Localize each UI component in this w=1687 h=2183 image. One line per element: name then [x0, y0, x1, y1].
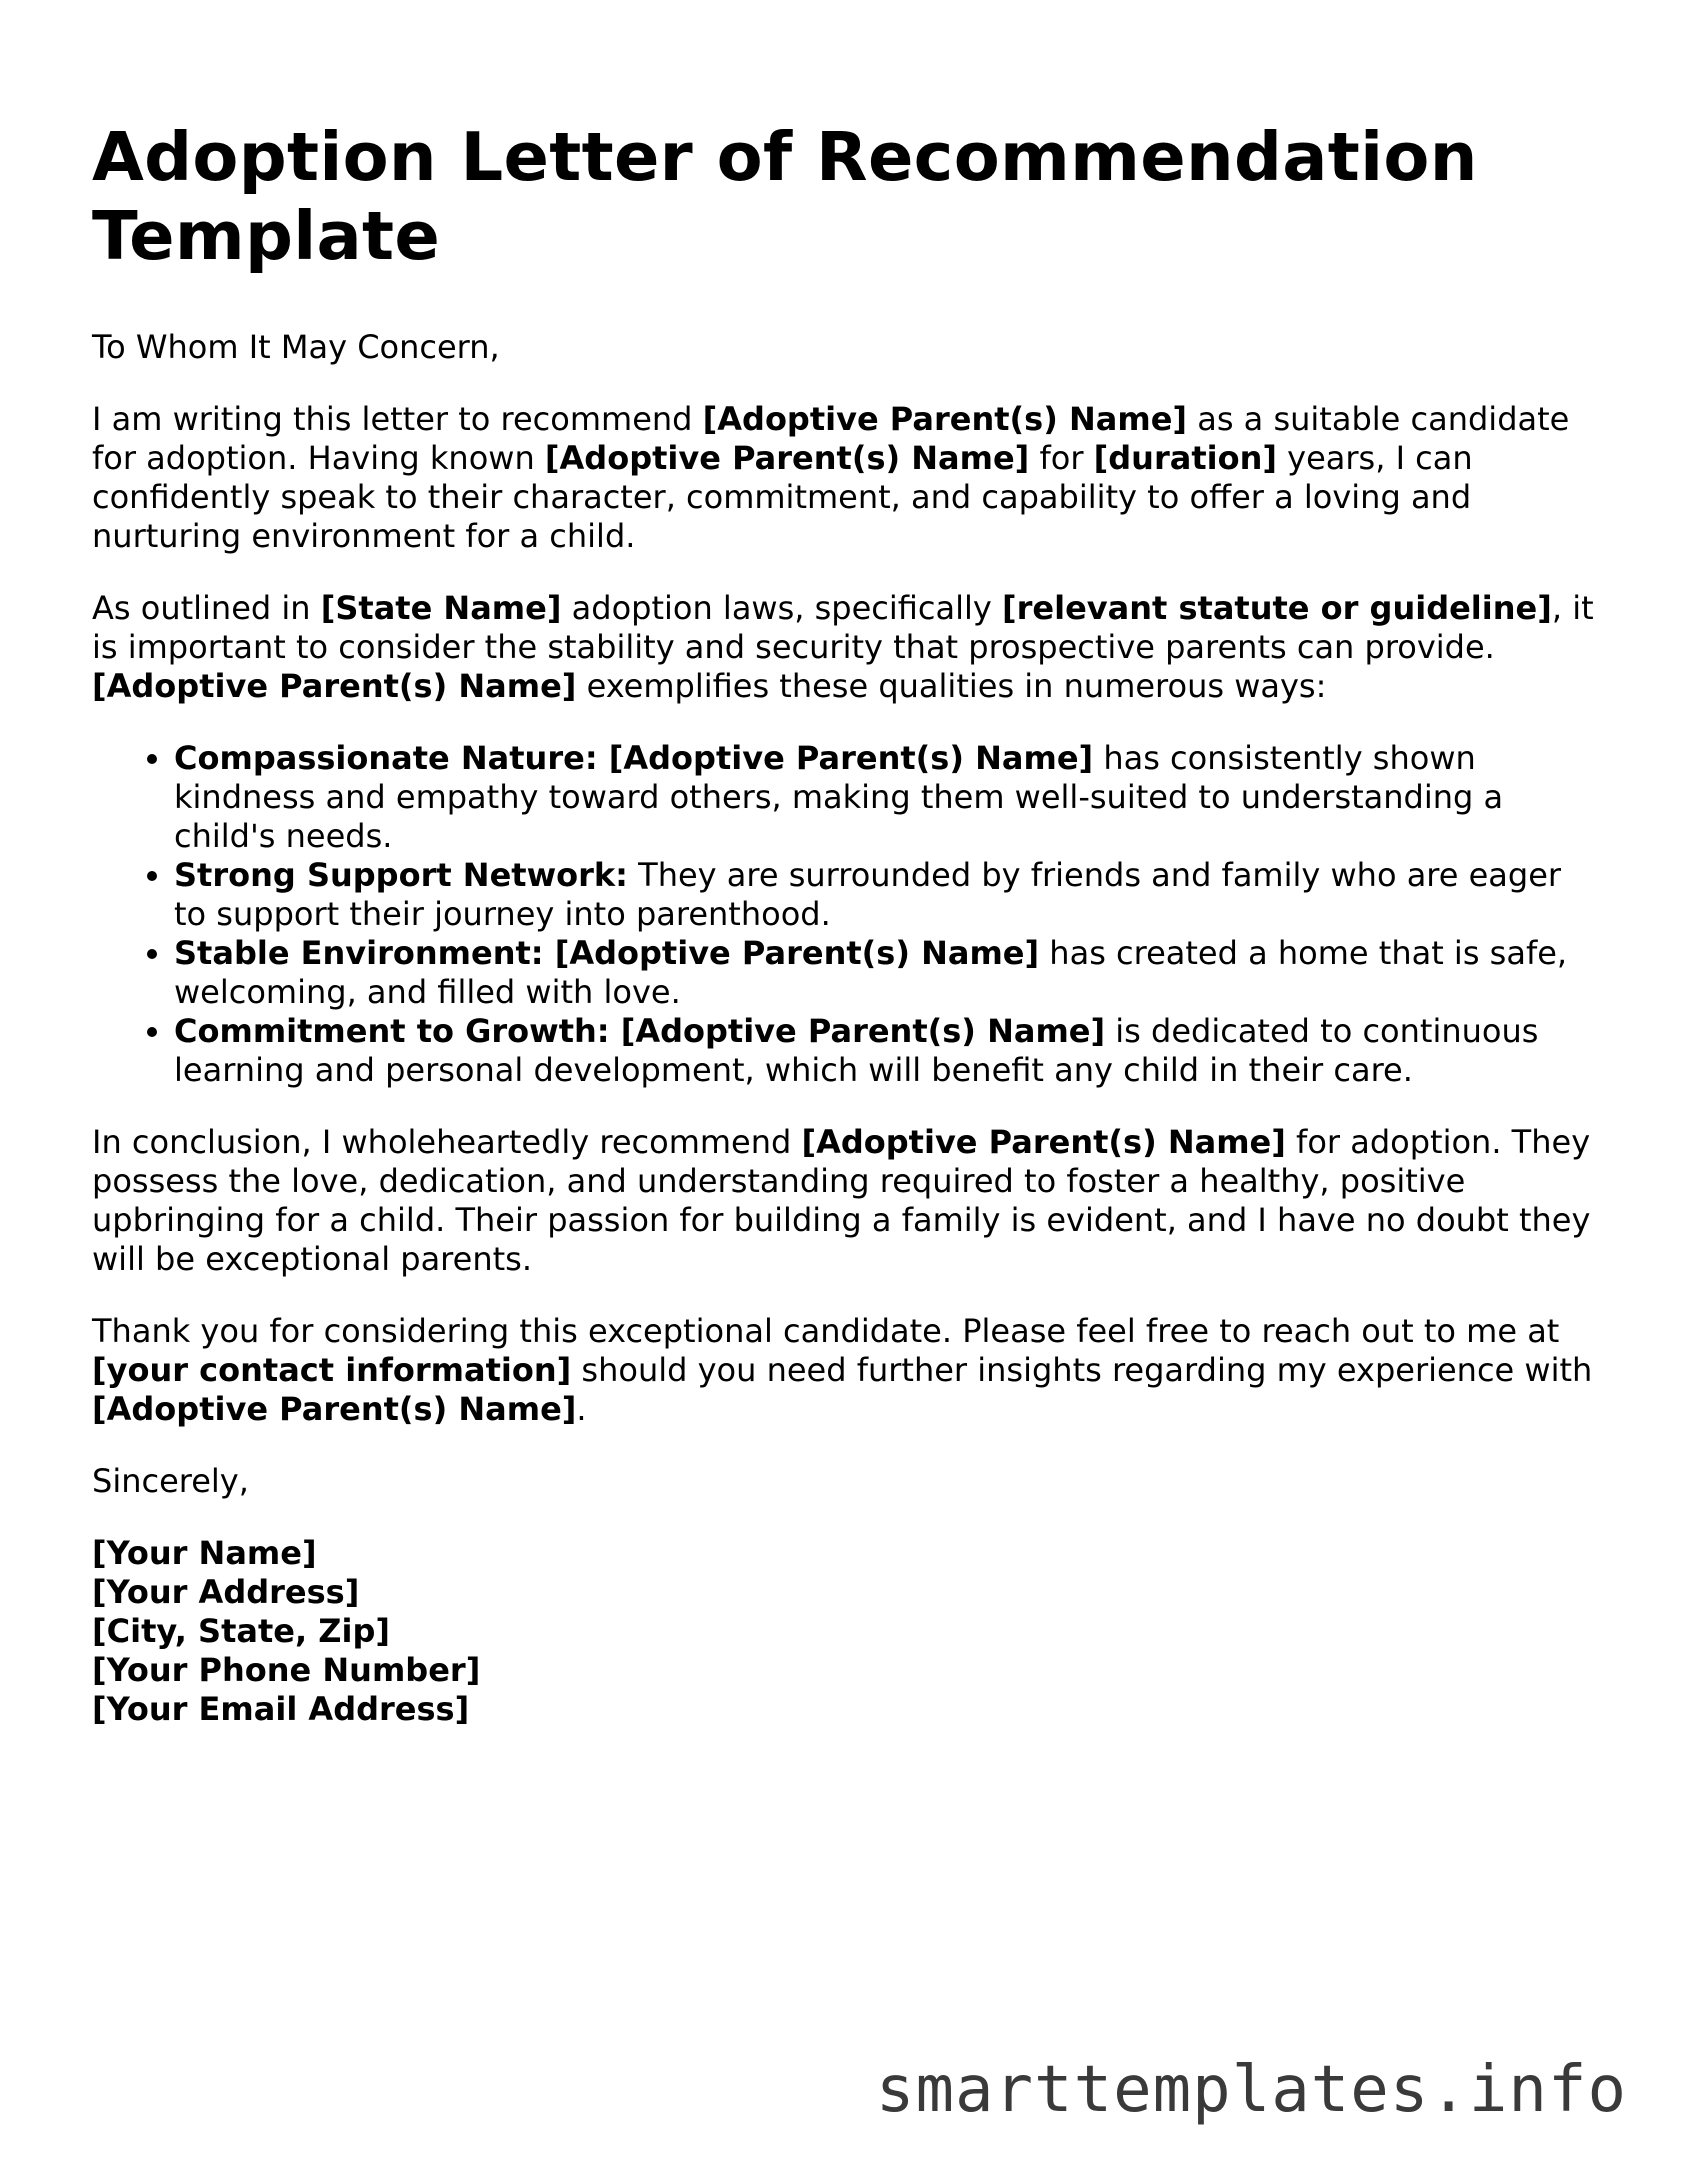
placeholder-statute: [relevant statute or guideline]: [1002, 589, 1552, 627]
list-item: [174, 934, 1602, 1012]
placeholder-contact-info: [your contact information]: [92, 1351, 572, 1389]
quality-text: has created a home that is safe, welcoming, and filled with love.: [174, 934, 1568, 1011]
signature-name: [Your Name]: [92, 1534, 317, 1572]
quality-text: has consistently shown kindness and empathy toward others, making them well-suited to understanding a child's needs.: [174, 739, 1504, 855]
signature-city: [City, State, Zip]: [92, 1612, 390, 1650]
legal-text-3: , it is important to consider the stability and security that prospective parents can provide.: [92, 589, 1594, 666]
list-item: [174, 856, 1602, 934]
quality-label: Strong Support Network:: [174, 856, 628, 894]
legal-text-4: exemplifies these qualities in numerous ways:: [576, 667, 1327, 705]
quality-text: They are surrounded by friends and family who are eager to support their journey into parenthood.: [174, 856, 1562, 933]
legal-paragraph: [92, 589, 1602, 706]
intro-text-2: as a suitable candidate for adoption. Having known: [92, 400, 1570, 477]
thanks-text-2: should you need further insights regarding my experience with: [571, 1351, 1593, 1389]
letter-page: [92, 118, 1602, 1729]
quality-label: Commitment to Growth: [Adoptive Parent(s) Name]: [174, 1012, 1106, 1050]
salutation: To Whom It May Concern,: [92, 328, 500, 366]
signature-address: [Your Address]: [92, 1573, 360, 1611]
legal-text-1: As outlined in: [92, 589, 321, 627]
signature-phone: [Your Phone Number]: [92, 1651, 481, 1689]
conclusion-text-1: In conclusion, I wholeheartedly recommend: [92, 1123, 802, 1161]
signature-block: [92, 1534, 1602, 1729]
placeholder-duration: [duration]: [1093, 439, 1277, 477]
conclusion-paragraph: [92, 1123, 1602, 1279]
placeholder-adoptive-parent-name: [Adoptive Parent(s) Name]: [702, 400, 1188, 438]
thanks-text-1: Thank you for considering this exceptional candidate. Please feel free to reach out to me at: [92, 1312, 1560, 1350]
placeholder-adoptive-parent-name: [Adoptive Parent(s) Name]: [801, 1123, 1286, 1161]
intro-text-4: years, I can confidently speak to their character, commitment, and capability to offer a loving and nurturing environment for a child.: [92, 439, 1473, 555]
placeholder-state-name: [State Name]: [320, 589, 562, 627]
page-title: Adoption Letter of Recommendation Template: [92, 118, 1478, 275]
thanks-paragraph: [92, 1312, 1602, 1429]
legal-text-2: adoption laws, specifically: [561, 589, 1003, 627]
quality-label: Stable Environment: [Adoptive Parent(s) Name]: [174, 934, 1040, 972]
placeholder-adoptive-parent-name: [Adoptive Parent(s) Name]: [92, 1390, 577, 1428]
watermark: smarttemplates.info: [875, 2053, 1627, 2127]
placeholder-adoptive-parent-name: [Adoptive Parent(s) Name]: [544, 439, 1030, 477]
closing: Sincerely,: [92, 1462, 249, 1500]
qualities-list: [92, 739, 1602, 1090]
placeholder-adoptive-parent-name: [Adoptive Parent(s) Name]: [92, 667, 577, 705]
list-item: [174, 739, 1602, 856]
signature-email: [Your Email Address]: [92, 1690, 470, 1728]
list-item: [174, 1012, 1602, 1090]
thanks-text-3: .: [576, 1390, 587, 1428]
quality-text: is dedicated to continuous learning and personal development, which will benefit any child in their care.: [174, 1012, 1539, 1089]
intro-text-1: I am writing this letter to recommend: [92, 400, 703, 438]
conclusion-text-2: for adoption. They possess the love, dedication, and understanding required to foster a healthy, positive upbringing for a child. Their passion for building a family is evident, and I have no doubt they will be exceptional parents.: [92, 1123, 1591, 1278]
intro-paragraph: [92, 400, 1602, 556]
intro-text-3: for: [1029, 439, 1094, 477]
quality-label: Compassionate Nature: [Adoptive Parent(s) Name]: [174, 739, 1094, 777]
